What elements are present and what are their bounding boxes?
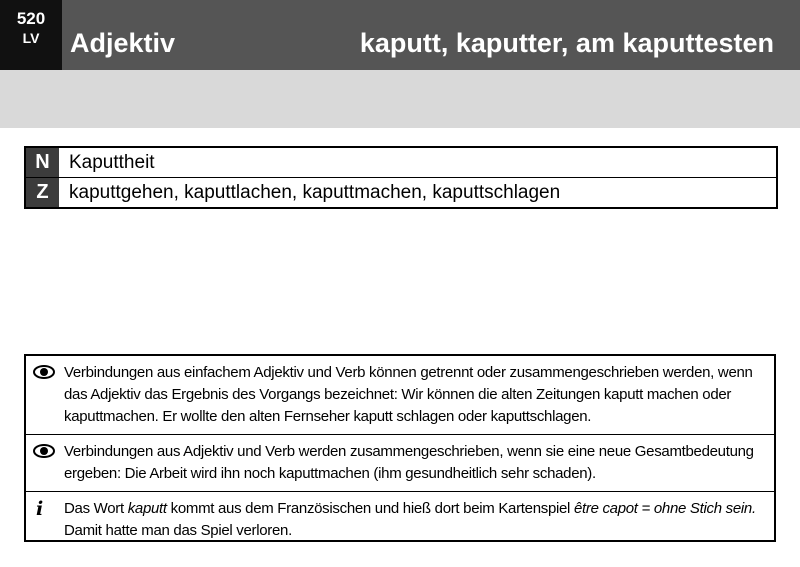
note-text: Verbindungen aus einfachem Adjektiv und Verb können getrennt oder zusammengeschrieben werden, wenn das Adjektiv das Ergebnis des Vorgangs bezeichnet: Wir können die alten Zeitungen kaputt machen oder kaputtmachen. Er wollte den alten Fernseher kaputt schlagen oder kaputtschlagen. bbox=[64, 364, 753, 425]
word-class: Adjektiv bbox=[70, 28, 176, 58]
row-label: Z bbox=[26, 178, 59, 207]
note-item bbox=[26, 491, 774, 548]
notes-box bbox=[24, 354, 776, 542]
note-item bbox=[26, 434, 774, 491]
gray-band bbox=[0, 70, 800, 128]
entry-badge bbox=[0, 0, 62, 70]
table-row bbox=[26, 148, 776, 177]
entry-number: 520 bbox=[16, 9, 46, 28]
row-text: kaputtgehen, kaputtlachen, kaputtmachen, kaputtschlagen bbox=[69, 182, 561, 203]
note-text: Verbindungen aus Adjektiv und Verb werden zusammengeschrieben, wenn sie eine neue Gesamtbedeutung ergeben: Die Arbeit wird ihn noch kaputtmachen (ihm gesundheitlich sehr schaden). bbox=[64, 443, 754, 482]
note-text: kommt aus dem Französischen und hieß dort beim Kartenspiel bbox=[166, 500, 574, 517]
entry-code: LV bbox=[22, 30, 40, 46]
eye-icon bbox=[33, 444, 55, 458]
note-term: kaputt bbox=[127, 500, 167, 517]
row-text: Kaputtheit bbox=[69, 152, 155, 173]
note-item bbox=[26, 356, 774, 434]
note-text: Damit hatte man das Spiel verloren. bbox=[64, 522, 292, 539]
info-icon: i bbox=[36, 498, 43, 520]
word-family-table bbox=[24, 146, 778, 209]
row-label: N bbox=[26, 148, 59, 177]
headword: kaputt, kaputter, am kaputtesten bbox=[359, 28, 774, 58]
table-row bbox=[26, 177, 776, 207]
eye-icon bbox=[33, 365, 55, 379]
entry-header bbox=[0, 0, 800, 70]
note-phrase: être capot = ohne Stich sein. bbox=[573, 500, 756, 517]
note-text: Das Wort bbox=[64, 500, 128, 517]
